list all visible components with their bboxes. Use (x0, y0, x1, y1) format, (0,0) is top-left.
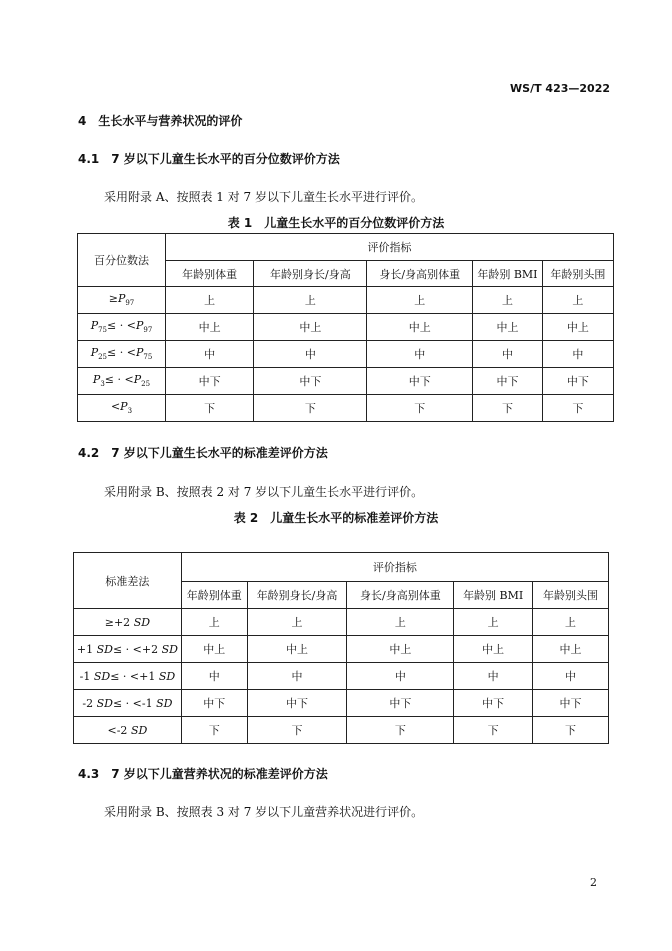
table2-cell: 上 (533, 609, 609, 636)
page-number: 2 (590, 876, 597, 889)
table1-column-header: 年龄别 BMI (473, 261, 543, 287)
table2-group-header: 评价指标 (181, 553, 608, 582)
table1-cell: 中 (367, 341, 473, 368)
table1-cell: 上 (367, 287, 473, 314)
table1-cell: 中上 (165, 314, 253, 341)
table2-cell: 中 (247, 663, 347, 690)
table1-cell: 中上 (473, 314, 543, 341)
table2-column-header: 年龄别头围 (533, 582, 609, 609)
table2-column-header: 年龄别 BMI (454, 582, 533, 609)
table2-cell: 中 (533, 663, 609, 690)
table1 (77, 233, 614, 422)
table2-row-label: ≥+2 SD (74, 609, 182, 636)
table-row (74, 609, 609, 636)
table2-column-header: 年龄别体重 (181, 582, 247, 609)
table2-cell: 下 (454, 717, 533, 744)
table2-corner-header: 标准差法 (74, 553, 182, 609)
table1-cell: 中下 (473, 368, 543, 395)
document-code: WS/T 423—2022 (510, 82, 610, 95)
table1-cell: 中下 (542, 368, 613, 395)
table1-cell: 上 (254, 287, 367, 314)
table1-cell: 中下 (367, 368, 473, 395)
table1-column-header: 年龄别身长/身高 (254, 261, 367, 287)
table2 (73, 552, 609, 744)
table1-cell: 中上 (367, 314, 473, 341)
table2-cell: 中上 (181, 636, 247, 663)
table2-cell: 下 (247, 717, 347, 744)
table2-column-header: 身长/身高别体重 (347, 582, 454, 609)
table1-column-header: 年龄别头围 (542, 261, 613, 287)
table1-cell: 中 (473, 341, 543, 368)
table2-row-label: <-2 SD (74, 717, 182, 744)
table2-cell: 中下 (533, 690, 609, 717)
table2-row-label: -1 SD≤ · <+1 SD (74, 663, 182, 690)
table1-cell: 下 (367, 395, 473, 422)
table1-cell: 中 (254, 341, 367, 368)
section-4-3-heading: 4.3 7 岁以下儿童营养状况的标准差评价方法 (78, 767, 328, 781)
table2-cell: 上 (181, 609, 247, 636)
table2-cell: 中下 (347, 690, 454, 717)
table2-cell: 下 (533, 717, 609, 744)
table-row (74, 717, 609, 744)
table2-column-header: 年龄别身长/身高 (247, 582, 347, 609)
table2-cell: 上 (247, 609, 347, 636)
section-4-3-text: 采用附录 B、按照表 3 对 7 岁以下儿童营养状况进行评价。 (104, 805, 424, 819)
table1-row-label: $P_{25}\le \cdot <P_{75}$ (78, 341, 166, 368)
table1-row-label: $P_3\le \cdot <P_{25}$ (78, 368, 166, 395)
table-row (78, 287, 614, 314)
table2-cell: 中下 (454, 690, 533, 717)
table1-cell: 下 (473, 395, 543, 422)
table2-cell: 上 (454, 609, 533, 636)
table1-corner-header: 百分位数法 (78, 234, 166, 287)
table1-cell: 下 (542, 395, 613, 422)
table1-caption: 表 1 儿童生长水平的百分位数评价方法 (227, 216, 445, 230)
table1-cell: 上 (473, 287, 543, 314)
table1-group-header: 评价指标 (165, 234, 613, 261)
table2-cell: 下 (181, 717, 247, 744)
section-4-heading: 4 生长水平与营养状况的评价 (78, 114, 243, 128)
table2-cell: 中上 (454, 636, 533, 663)
table2-cell: 下 (347, 717, 454, 744)
section-4-1-text: 采用附录 A、按照表 1 对 7 岁以下儿童生长水平进行评价。 (104, 190, 424, 204)
section-4-2-text: 采用附录 B、按照表 2 对 7 岁以下儿童生长水平进行评价。 (104, 485, 424, 499)
table1-cell: 中下 (165, 368, 253, 395)
table1-cell: 中上 (542, 314, 613, 341)
table1-cell: 中上 (254, 314, 367, 341)
table1-column-header: 身长/身高别体重 (367, 261, 473, 287)
table1-cell: 中 (542, 341, 613, 368)
table1-cell: 上 (165, 287, 253, 314)
table2-cell: 中 (347, 663, 454, 690)
table1-column-header: 年龄别体重 (165, 261, 253, 287)
section-4-1-heading: 4.1 7 岁以下儿童生长水平的百分位数评价方法 (78, 152, 340, 166)
table-row (74, 690, 609, 717)
table2-cell: 中上 (247, 636, 347, 663)
table2-cell: 中上 (347, 636, 454, 663)
table-row (78, 368, 614, 395)
table1-row-label: $P_{75}\le \cdot <P_{97}$ (78, 314, 166, 341)
table-row (74, 636, 609, 663)
table1-cell: 中 (165, 341, 253, 368)
table1-row-label: $\ge P_{97}$ (78, 287, 166, 314)
table2-row-label: -2 SD≤ · <-1 SD (74, 690, 182, 717)
table-row (78, 395, 614, 422)
table2-row-label: +1 SD≤ · <+2 SD (74, 636, 182, 663)
table2-caption: 表 2 儿童生长水平的标准差评价方法 (233, 511, 439, 525)
table1-cell: 下 (165, 395, 253, 422)
table-row (74, 663, 609, 690)
table-row (78, 341, 614, 368)
table2-cell: 中下 (247, 690, 347, 717)
table1-cell: 下 (254, 395, 367, 422)
table1-row-label: $<P_3$ (78, 395, 166, 422)
table2-cell: 中 (454, 663, 533, 690)
section-4-2-heading: 4.2 7 岁以下儿童生长水平的标准差评价方法 (78, 446, 328, 460)
table2-cell: 中 (181, 663, 247, 690)
table2-cell: 中上 (533, 636, 609, 663)
table2-cell: 上 (347, 609, 454, 636)
table2-cell: 中下 (181, 690, 247, 717)
table-row (78, 314, 614, 341)
table1-cell: 中下 (254, 368, 367, 395)
table1-cell: 上 (542, 287, 613, 314)
